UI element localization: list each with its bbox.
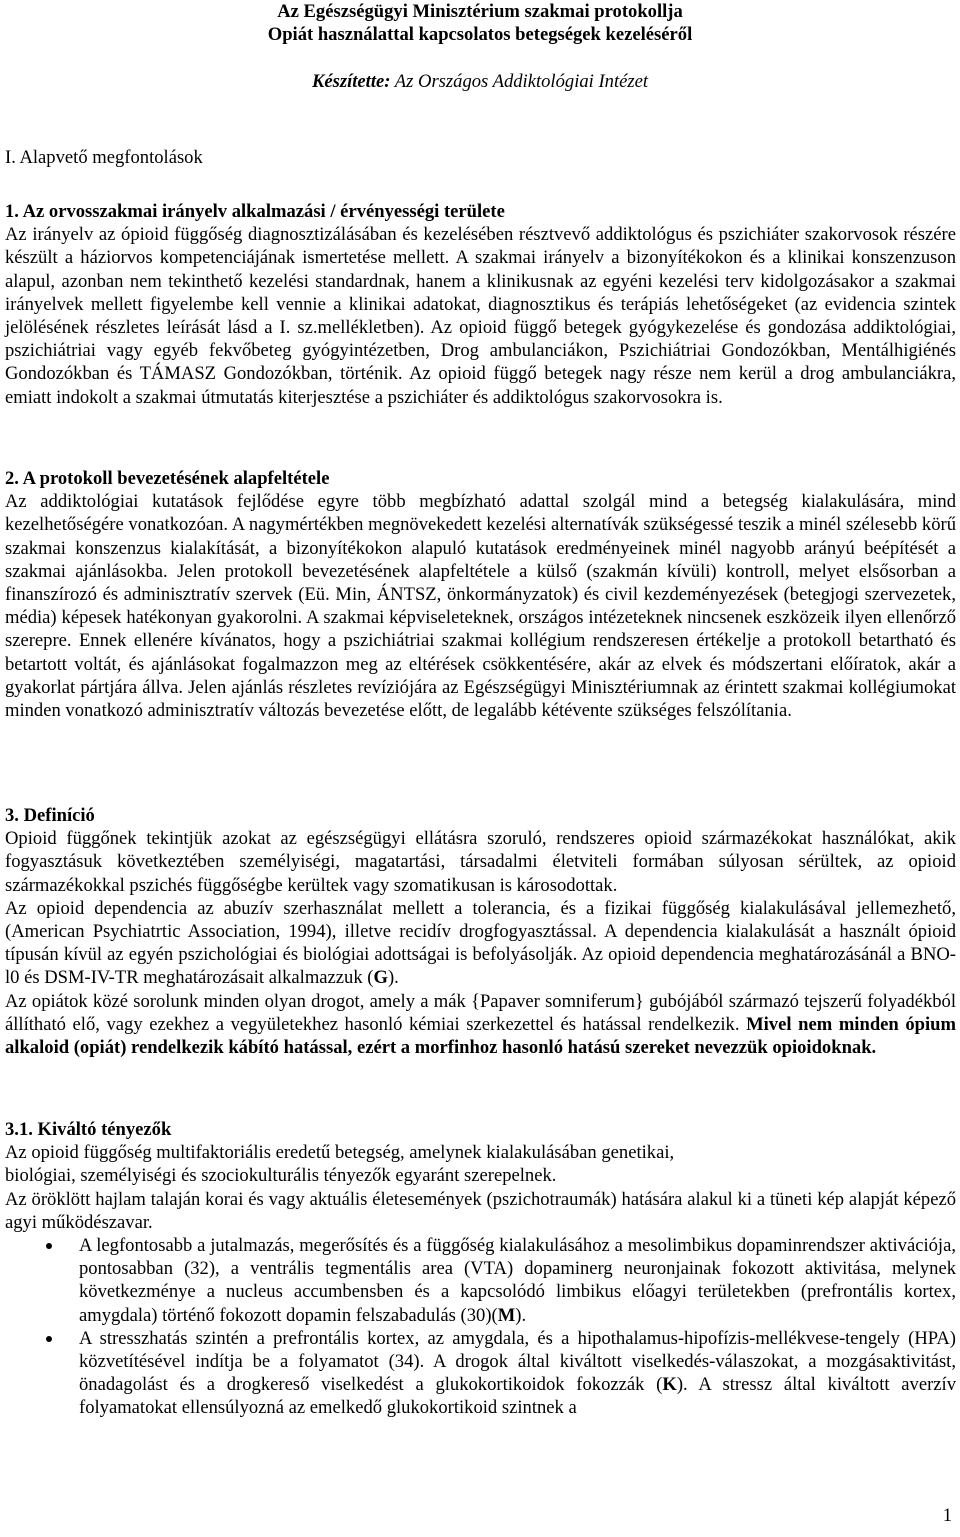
list-item bbox=[5, 1234, 956, 1327]
section-3-p2-end: ). bbox=[387, 967, 399, 989]
bullet-list bbox=[5, 1234, 956, 1420]
section-3-p2-text: Az opioid dependencia az abuzív szerhasználat mellett a tolerancia, és a fizikai függőség kialakulásával jellemezhető, (American Psychiatrtic Association, 1994), illetve recidív drogfogyasztással. A dependencia kialakulását a használt ópioid típusán kívül az egyén pszichológiai és biológiai adottságai is befolyásolják. Az opioid dependencia meghatározásánál a BNO-l0 és DSM-IV-TR meghatározásait alkalmazzuk ( bbox=[5, 897, 956, 989]
section-1-1 bbox=[5, 200, 956, 409]
section-3-p3-bold: Mivel nem minden ópium alkaloid (opiát) rendelkezik kábító hatással, ezért a morfinhoz hasonló hatású szereket nevezzük opioidoknak. bbox=[5, 1013, 956, 1059]
section-3-p3 bbox=[5, 990, 956, 1060]
bullet-icon bbox=[46, 1336, 52, 1342]
bullet-text-end: ). bbox=[515, 1304, 527, 1326]
section-heading-basics: I. Alapvető megfontolások bbox=[5, 147, 203, 168]
section-3-p2 bbox=[5, 897, 956, 990]
section-3-1 bbox=[5, 1118, 956, 1420]
evidence-g: G bbox=[373, 967, 388, 989]
section-3-1-p2: Az öröklött hajlam talaján korai és vagy aktuális életesemények (pszichotraumák) hatására alakul ki a tüneti kép alapját képező agyi működészavar. bbox=[5, 1188, 956, 1233]
section-3-p1: Opioid függőnek tekintjük azokat az egészségügyi ellátásra szoruló, rendszeres opioid származékokat használókat, akik fogyasztásuk következtében személyiségi, magatartási, társadalmi életviteli formában súlyosan sérültek, az opioid származékokkal pszichés függőségbe kerültek vagy szomatikusan is károsodottak. bbox=[5, 828, 956, 896]
bullet-text: A legfontosabb a jutalmazás, megerősítés és a függőség kialakulásához a mesolimbikus dopaminrendszer aktivációja, pontosabban (32), a ventrális tegmentális area (VTA) dopaminerg neuronjainak fokozott aktivitása, melynek következménye a nucleus accumbensben és a kapcsolódó limbikus előagyi területekben (prefrontális kortex, amygdala) történő fokozott dopamin felszabadulás (30)( bbox=[79, 1235, 956, 1326]
evidence-m: M bbox=[497, 1304, 516, 1326]
title-line-1: Az Egészségügyi Minisztérium szakmai protokollja bbox=[277, 1, 683, 22]
evidence-k: K bbox=[662, 1374, 677, 1396]
section-3-1-line1: Az opioid függőség multifaktoriális eredetű betegség, amelynek kialakulásában genetikai, bbox=[5, 1142, 675, 1164]
bullet-text-end: ). A stressz által kiváltott averzív folyamatokat ellensúlyozná az emelkedő glukokortikoid szintnek a bbox=[79, 1374, 956, 1419]
author-name: Az Országos Addiktológiai Intézet bbox=[390, 71, 649, 92]
title-line-2: Opiát használattal kapcsolatos betegségek kezeléséről bbox=[267, 24, 693, 45]
section-1-1-heading: 1. Az orvosszakmai irányelv alkalmazási / érvényességi területe bbox=[5, 201, 505, 222]
bullet-icon bbox=[46, 1243, 52, 1249]
section-3-1-line2: biológiai, személyiségi és szociokulturális tényezők egyaránt szerepelnek. bbox=[5, 1165, 557, 1187]
section-3-1-heading: 3.1. Kiváltó tényezők bbox=[5, 1119, 172, 1140]
section-2-body: Az addiktológiai kutatások fejlődése egyre több megbízható adattal szolgál mind a betegség kialakulására, mind kezelhetőségére vonatkozóan. A nagymértékben megnövekedett kezelési alternatívák szükségessé teszik a minél szélesebb körű szakmai konszenzus kialakítását, a bizonyítékokon alapuló kutatások eredményeinek minél nagyobb arányú beépítését a szakmai ajánlásokba. Jelen protokoll bevezetésének alapfeltétele a külső (szakmán kívüli) kontroll, melyet elsősorban a finanszírozó és adminisztratív szervek (Eü. Min, ÁNTSZ, önkormányzatok) és civil kezdeményezések (betegjogi szervezetek, média) képesek hatékonyan gyakorolni. A szakmai képviseleteknek, országos intézeteknek nincsenek eszközeik ilyen ellenőrző szerepre. Ennek ellenére kívánatos, hogy a pszichiátriai szakmai kollégium rendszeresen értékelje a protokoll betartható és betartott voltát, és ajánlásokat fogalmazzon meg az eltérések csökkentésére, akár az elvek és módszertani előíratok, akár a gyakorlat pártjára állva. Jelen ajánlás részletes revíziójára az Egészségügyi Minisztériumnak az érintett szakmai kollégiumokat minden vonatkozó adminisztratív változás bevezetése előtt, de legalább kétévente szükséges felszólítania. bbox=[5, 491, 956, 722]
section-2 bbox=[5, 467, 956, 722]
author-line bbox=[0, 70, 960, 93]
section-1-1-body: Az irányelv az ópioid függőség diagnosztizálásában és kezelésében résztvevő addiktológus és pszichiáter szakorvosok részére készült a háziorvos kompetenciájának ismertetése mellett. A szakmai irányelv a bizonyítékokon és a klinikai konszenzuson alapul, azonban nem tekinthető kezelési standardnak, hanem a klinikusnak az egyéni kezelési terv kidolgozásakor a szakmai irányelvek mellett figyelembe kell vennie a klinikai adatokat, diagnosztikus és terápiás lehetőségeket (az evidencia szintek jelölésének részletes leírását lásd a I. sz.mellékletben). Az opioid függő betegek gyógykezelése és gondozása addiktológiai, pszichiátriai vagy egyéb fekvőbeteg gyógyintézetben, Drog ambulanciákon, Pszichiátriai Gondozókban, Mentálhigiénés Gondozókban és TÁMASZ Gondozókban, történik. Az opioid függő betegek nagy része nem kerül a drog ambulanciákra, emiatt indokolt a szakmai útmutatás kiterjesztése a pszichiáter és addiktológus szakorvosokra is. bbox=[5, 224, 956, 408]
page-number: 1 bbox=[942, 1504, 952, 1526]
section-3-heading: 3. Definíció bbox=[5, 805, 95, 826]
author-label: Készítette: bbox=[311, 71, 391, 92]
section-3 bbox=[5, 804, 956, 1059]
list-item bbox=[5, 1327, 956, 1420]
section-3-p3-text: Az opiátok közé sorolunk minden olyan drogot, amely a mák {Papaver somniferum} gubójából származó tejszerű folyadékból állítható elő, vagy ezekhez a vegyületekhez hasonló kémiai szerkezettel és hatással rendelkezik. bbox=[5, 990, 956, 1035]
bullet-text: A stresszhatás szintén a prefrontális kortex, az amygdala, és a hipothalamus-hipofízis-mellékvese-tengely (HPA) közvetítésével indítja be a folyamatot (34). A drogok által kiváltott viselkedés-válaszokat, a mozgásaktivitást, önadagolást és a drogkereső viselkedést a glukokortikoidok fokozzák ( bbox=[79, 1327, 956, 1396]
document-title bbox=[0, 0, 960, 46]
section-2-heading: 2. A protokoll bevezetésének alapfeltétele bbox=[5, 468, 330, 489]
